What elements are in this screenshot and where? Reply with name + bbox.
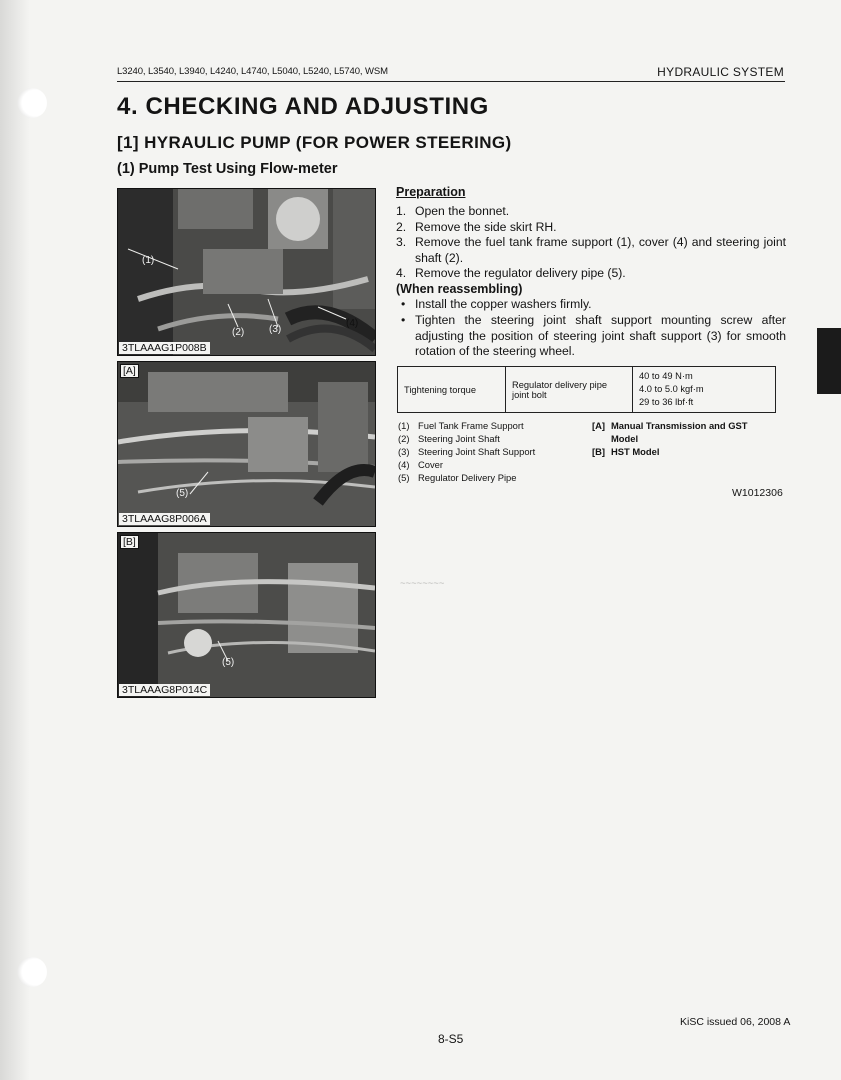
model-legend-item: [A] Manual Transmission and GST [592,420,748,431]
torque-label: Tightening torque [398,367,506,413]
header-section: HYDRAULIC SYSTEM [657,65,784,79]
legend-item: (1) Fuel Tank Frame Support [398,420,524,431]
model-legend [592,419,748,458]
photo-manual-transmission-model [117,361,376,527]
bullet-item: • Install the copper washers firmly. [396,297,786,313]
photo-3-illustration [118,533,375,697]
legend-item: (3) Steering Joint Shaft Support [398,446,536,457]
header-models: L3240, L3540, L3940, L4240, L4740, L5040, L5240, L5740, WSM [117,66,388,77]
photo-hst-model [117,532,376,698]
step-item [396,235,786,266]
torque-value-lbfft: 29 to 36 lbf·ft [639,397,694,407]
model-legend-item: [B] HST Model [592,446,660,457]
photo-2-illustration [118,362,375,526]
photo-tag: [B] [120,535,139,549]
legend-item: (4) Cover [398,459,444,470]
bullet-item: • Tighten the steering joint shaft support mounting screw after adjusting the position of steering joint shaft support (3) for smooth rotation of the steering wheel. [401,313,786,358]
callout-4: (4) [346,318,359,329]
step-text: Remove the fuel tank frame support (1), cover (4) and steering joint shaft (2). [415,235,786,265]
legend-item: (5) Regulator Delivery Pipe [398,472,517,483]
step-item [396,220,786,236]
procedure-heading: (1) Pump Test Using Flow-meter [117,161,338,177]
parts-legend [398,419,535,484]
torque-value-nm: 40 to 49 N·m [639,371,693,381]
issue-info: KiSC issued 06, 2008 A [680,1016,791,1028]
step-text: Remove the regulator delivery pipe (5). [415,266,626,280]
reassembling-title: (When reassembling) [396,282,523,296]
bullet-text: Tighten the steering joint shaft support mounting screw after adjusting the position of steering joint shaft support (3) for smooth rotation of the steering wheel. [415,313,786,358]
callout-1: (1) [142,255,155,266]
legend-item: (2) Steering Joint Shaft [398,433,500,444]
callout-3: (3) [269,324,282,335]
page-number: 8-S5 [438,1032,464,1046]
torque-spec-table [397,366,776,413]
subsection-heading: [1] HYRAULIC PUMP (FOR POWER STEERING) [117,133,512,152]
binder-hole-bottom [17,957,47,987]
page-header [117,62,785,82]
photo-code: 3TLAAAG8P014C [119,684,210,696]
preparation-title: Preparation [396,185,466,199]
bullet-text: Install the copper washers firmly. [415,297,592,311]
step-text: Remove the side skirt RH. [415,220,557,234]
photo-1-illustration [118,189,375,355]
torque-values [633,367,776,413]
step-number: 3. [396,235,407,249]
step-item [396,204,786,220]
photo-code: 3TLAAAG8P006A [119,513,210,525]
section-tab-marker [817,328,841,394]
model-legend-item-cont: Model [611,433,639,444]
binder-hole-top [17,88,47,118]
binder-edge-shadow [0,0,30,1080]
bleed-through-text: ~~~~~~~~ [400,578,445,589]
torque-value-kgfm: 4.0 to 5.0 kgf·m [639,384,704,394]
step-number: 4. [396,266,407,280]
torque-item: Regulator delivery pipe joint bolt [506,367,633,413]
section-heading: 4. CHECKING AND ADJUSTING [117,93,489,120]
photo-tag: [A] [120,364,139,378]
callout-2: (2) [232,327,245,338]
step-text: Open the bonnet. [415,204,510,218]
step-number: 2. [396,220,407,234]
photo-code: 3TLAAAG1P008B [119,342,210,354]
photo-engine-overview [117,188,376,356]
callout-5: (5) [176,488,189,499]
callout-5: (5) [222,657,235,668]
step-item [396,266,786,282]
step-number: 1. [396,204,407,218]
reference-code: W1012306 [732,487,783,499]
